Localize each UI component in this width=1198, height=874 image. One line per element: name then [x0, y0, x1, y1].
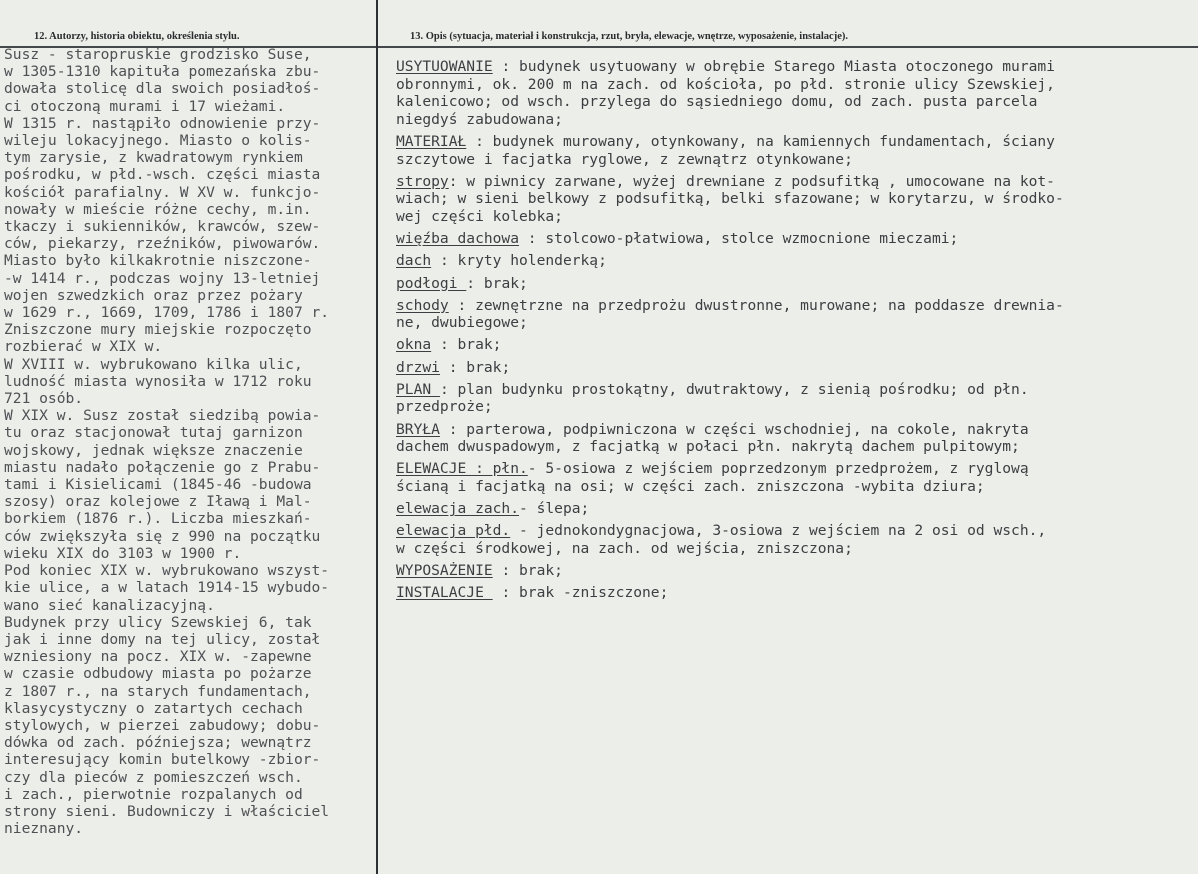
entry-text: : budynek murowany, otynkowany, na kamiennych fundamentach, ściany: [466, 132, 1055, 150]
history-line: klasycystyczny o zatartych cechach: [4, 699, 303, 717]
entry-term: WYPOSAŻENIE: [396, 562, 493, 580]
entry-term: dach: [396, 252, 432, 270]
description-line: [396, 398, 1186, 416]
description-entry: [396, 173, 1186, 226]
description-line: [396, 76, 1186, 94]
history-line: Budynek przy ulicy Szewskiej 6, tak: [4, 613, 312, 631]
entry-text: - ślepa;: [519, 500, 590, 518]
entry-text: : kryty holenderką;: [431, 252, 607, 270]
description-entry: [396, 297, 1186, 332]
history-line: szosy) oraz kolejowe z Iławą i Mal-: [4, 493, 312, 511]
description-entry: [396, 584, 1186, 602]
entry-text: - jednokondygnacjowa, 3-osiowa z wejściem na 2 osi od wsch.,: [510, 522, 1047, 540]
entry-text: ścianą i facjatką na osi; w części zach. zniszczona -wybita dziura;: [396, 478, 985, 495]
entry-text: ne, dwubiegowe;: [396, 314, 528, 332]
entry-text: : brak;: [431, 336, 502, 354]
history-line: kie ulice, a w latach 1914-15 wybudo-: [4, 579, 330, 597]
history-line: ców zwiększyła się z 990 na początku: [4, 527, 321, 545]
entry-text: : budynek usytuowany w obrębie Starego Miasta otoczonego murami: [492, 58, 1055, 75]
entry-text: : parterowa, podpiwniczona w części wschodniej, na cokole, nakryta: [439, 420, 1029, 438]
description-entry: [396, 500, 1186, 518]
history-line: nieznany.: [4, 820, 84, 838]
entry-term: INSTALACJE: [396, 584, 493, 602]
history-line: nowały w mieście różne cechy, m.in.: [4, 200, 312, 218]
entry-term: schody: [396, 296, 449, 314]
history-line: ci otoczoną murami i 17 wieżami.: [4, 97, 286, 115]
entry-term: elewacja płd.: [396, 522, 511, 540]
entry-text: - 5-osiowa z wejściem poprzedzonym przedprożem, z ryglową: [527, 460, 1029, 478]
entry-text: przedproże;: [396, 398, 493, 416]
entry-term: PLAN: [396, 380, 440, 398]
history-line: tkaczy i sukienników, krawców, szew-: [4, 218, 321, 236]
entry-text: : stolcowo-płatwiowa, stolce wzmocnione mieczami;: [519, 230, 959, 248]
description-line: [396, 173, 1186, 191]
history-line: kościół parafialny. W XV w. funkcjo-: [4, 183, 321, 201]
description-line: [396, 111, 1186, 129]
history-line: z 1807 r., na starych fundamentach,: [4, 682, 312, 700]
description-entry: [396, 58, 1186, 128]
description-line: [396, 190, 1186, 208]
entry-text: kalenicowo; od wsch. przylega do sąsiedniego domu, od zach. pusta parcela: [396, 93, 1038, 111]
entry-text: : zewnętrzne na przedprożu dwustronne, murowane; na poddasze drewnia-: [448, 296, 1064, 314]
history-line: strony sieni. Budowniczy i właściciel: [4, 802, 330, 820]
entry-term: MATERIAŁ: [396, 132, 467, 150]
history-line: dówka od zach. późniejsza; wewnątrz: [4, 734, 312, 752]
history-line: i zach., pierwotnie rozpalanych od: [4, 785, 303, 803]
description-line: [396, 540, 1186, 558]
history-line: w 1629 r., 1669, 1709, 1786 i 1807 r.: [4, 304, 330, 322]
description-line: [396, 151, 1186, 169]
history-line: wojen szwedzkich oraz przez pożary: [4, 286, 303, 304]
description-entry: [396, 133, 1186, 168]
history-line: wileju lokacyjnego. Miasto o kolis-: [4, 132, 312, 150]
entry-term: podłogi: [396, 274, 467, 292]
history-line: czy dla pieców z pomieszczeń wsch.: [4, 768, 303, 786]
history-line: dowała stolicę dla swoich posiadłoś-: [4, 80, 321, 98]
entry-text: : plan budynku prostokątny, dwutraktowy, z sienią pośrodku; od płn.: [439, 380, 1029, 398]
description-entry: [396, 252, 1186, 270]
entry-term: drzwi: [396, 358, 440, 376]
entry-term: więźba dachowa: [396, 230, 520, 248]
entry-term: stropy: [396, 172, 449, 190]
entry-text: wiach; w sieni belkowy z podsufitką, belki sfazowane; w korytarzu, w środko-: [396, 190, 1064, 208]
history-line: W 1315 r. nastąpiło odnowienie przy-: [4, 114, 321, 132]
description-line: [396, 584, 1186, 602]
history-line: pośrodku, w płd.-wsch. części miasta: [4, 166, 321, 184]
history-line: miastu nadało połączenie go z Prabu-: [4, 458, 321, 476]
history-line: w czasie odbudowy miasta po pożarze: [4, 665, 312, 683]
description-entry: [396, 275, 1186, 293]
description-entry: [396, 336, 1186, 354]
history-line: ludność miasta wynosiła w 1712 roku: [4, 372, 312, 390]
description-entry: [396, 421, 1186, 456]
description-line: [396, 297, 1186, 315]
entry-text: : w piwnicy zarwane, wyżej drewniane z podsufitką , umocowane na kot-: [448, 172, 1055, 190]
description-line: [396, 421, 1186, 439]
history-text: [4, 46, 376, 837]
history-line: W XVIII w. wybrukowano kilka ulic,: [4, 355, 303, 373]
description-line: [396, 314, 1186, 332]
description-line: [396, 500, 1186, 518]
description-entry: [396, 381, 1186, 416]
section-13-header: 13. Opis (sytuacja, materiał i konstrukcja, rzut, bryła, elewacje, wnętrze, wyposażenie, instalacje).: [410, 31, 849, 42]
description-text: [396, 58, 1186, 607]
entry-text: : brak -zniszczone;: [492, 584, 669, 602]
description-line: [396, 93, 1186, 111]
description-line: [396, 252, 1186, 270]
history-line: Miasto było kilkakrotnie niszczone-: [4, 252, 312, 270]
entry-text: : brak;: [492, 562, 563, 580]
description-line: [396, 460, 1186, 478]
description-line: [396, 522, 1186, 540]
history-line: Pod koniec XIX w. wybrukowano wszyst-: [4, 562, 330, 580]
description-line: [396, 133, 1186, 151]
entry-text: : brak;: [439, 358, 511, 376]
entry-text: w części środkowej, na zach. od wejścia, zniszczona;: [396, 539, 853, 557]
history-line: tami i Kisielicami (1845-46 -budowa: [4, 476, 312, 494]
history-line: w 1305-1310 kapituła pomezańska zbu-: [4, 63, 321, 81]
history-line: wieku XIX do 3103 w 1900 r.: [4, 544, 242, 562]
description-line: [396, 562, 1186, 580]
description-line: [396, 478, 1186, 496]
description-line: [396, 336, 1186, 354]
description-line: [396, 230, 1186, 248]
column-divider: [376, 0, 378, 874]
history-line: W XIX w. Susz został siedzibą powia-: [4, 407, 321, 425]
description-entry: [396, 359, 1186, 377]
history-line: rozbierać w XIX w.: [4, 338, 163, 356]
history-line: Zniszczone mury miejskie rozpoczęto: [4, 321, 312, 339]
description-line: [396, 359, 1186, 377]
history-line: tym zarysie, z kwadratowym rynkiem: [4, 149, 303, 167]
history-line: Susz - staropruskie grodzisko Suse,: [4, 46, 312, 63]
description-line: [396, 208, 1186, 226]
history-line: tu oraz stacjonował tutaj garnizon: [4, 424, 303, 442]
history-line: jak i inne domy na tej ulicy, został: [4, 630, 321, 648]
description-entry: [396, 460, 1186, 495]
history-line: borkiem (1876 r.). Liczba mieszkań-: [4, 510, 312, 528]
history-line: stylowych, w pierzei zabudowy; dobu-: [4, 716, 321, 734]
entry-term: BRYŁA: [396, 420, 440, 438]
history-line: -w 1414 r., podczas wojny 13-letniej: [4, 269, 321, 287]
description-line: [396, 438, 1186, 456]
entry-text: : brak;: [466, 274, 528, 292]
entry-text: dachem dwuspadowym, z facjatką w połaci płn. nakrytą dachem pulpitowym;: [396, 438, 1020, 456]
section-12-header: 12. Autorzy, historia obiektu, określenia stylu.: [34, 31, 240, 42]
history-line: ców, piekarzy, rzeźników, piwowarów.: [4, 235, 321, 253]
entry-term: ELEWACJE : płn.: [396, 460, 528, 478]
entry-term: elewacja zach.: [396, 500, 520, 518]
history-line: wojskowy, jednak większe znaczenie: [4, 441, 303, 459]
description-line: [396, 275, 1186, 293]
history-line: interesujący komin butelkowy -zbior-: [4, 751, 321, 769]
description-entry: [396, 230, 1186, 248]
entry-term: okna: [396, 336, 432, 354]
entry-text: niegdyś zabudowana;: [396, 110, 563, 128]
description-entry: [396, 522, 1186, 557]
history-line: wano sieć kanalizacyjną.: [4, 596, 215, 614]
description-line: [396, 58, 1186, 76]
entry-term: USYTUOWANIE: [396, 58, 493, 75]
entry-text: obronnymi, ok. 200 m na zach. od kościoła, po płd. stronie ulicy Szewskiej,: [396, 75, 1055, 93]
entry-text: szczytowe i facjatka ryglowe, z zewnątrz otynkowane;: [396, 150, 853, 168]
history-line: wzniesiony na pocz. XIX w. -zapewne: [4, 648, 312, 666]
history-line: 721 osób.: [4, 390, 84, 408]
entry-text: wej części kolebka;: [396, 207, 563, 225]
description-entry: [396, 562, 1186, 580]
description-line: [396, 381, 1186, 399]
